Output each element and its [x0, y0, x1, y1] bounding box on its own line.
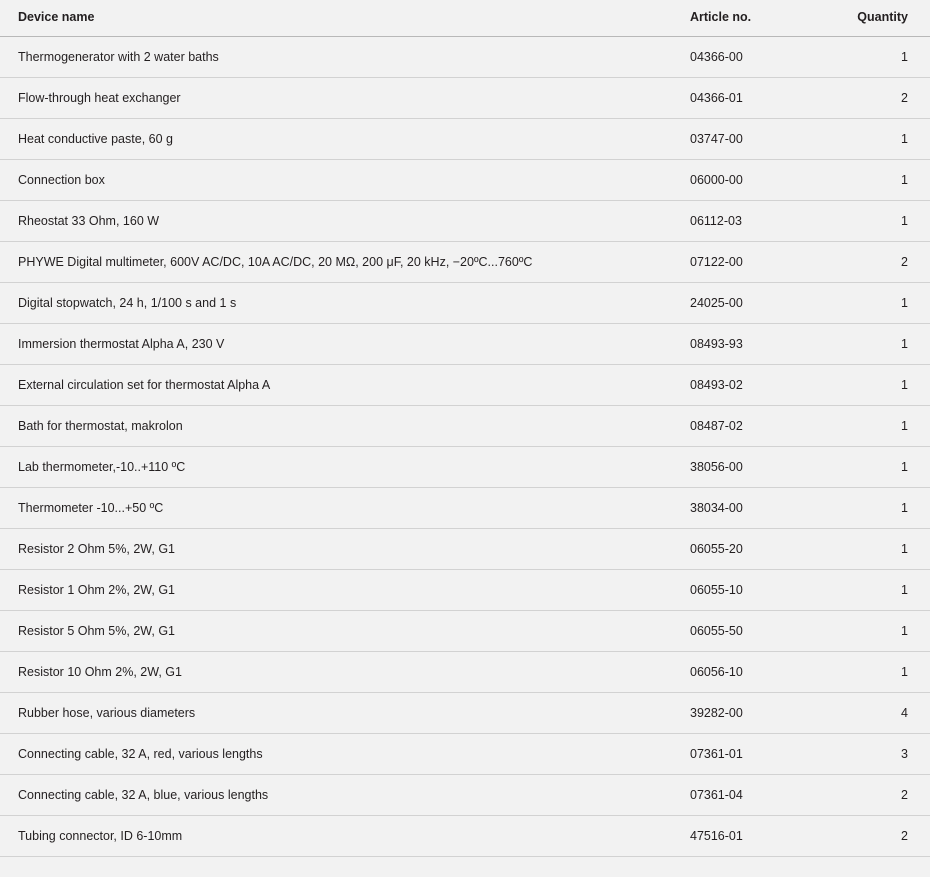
table-row: [0, 119, 930, 160]
cell-article-no: 06056-10: [690, 652, 830, 693]
table-body: [0, 37, 930, 857]
cell-article-no: 38034-00: [690, 488, 830, 529]
cell-device-name: Resistor 5 Ohm 5%, 2W, G1: [0, 611, 690, 652]
cell-quantity: 1: [830, 652, 930, 693]
cell-quantity: 1: [830, 529, 930, 570]
table-row: [0, 406, 930, 447]
cell-device-name: Resistor 1 Ohm 2%, 2W, G1: [0, 570, 690, 611]
cell-device-name: Connecting cable, 32 A, red, various lengths: [0, 734, 690, 775]
cell-quantity: 1: [830, 160, 930, 201]
cell-quantity: 1: [830, 37, 930, 78]
cell-quantity: 2: [830, 816, 930, 857]
cell-article-no: 39282-00: [690, 693, 830, 734]
cell-quantity: 1: [830, 324, 930, 365]
cell-device-name: Connecting cable, 32 A, blue, various lengths: [0, 775, 690, 816]
cell-device-name: PHYWE Digital multimeter, 600V AC/DC, 10A AC/DC, 20 MΩ, 200 μF, 20 kHz, −20ºC...760ºC: [0, 242, 690, 283]
cell-device-name: Rubber hose, various diameters: [0, 693, 690, 734]
cell-device-name: Resistor 2 Ohm 5%, 2W, G1: [0, 529, 690, 570]
cell-article-no: 24025-00: [690, 283, 830, 324]
cell-device-name: Lab thermometer,-10..+110 ºC: [0, 447, 690, 488]
cell-quantity: 1: [830, 406, 930, 447]
table-row: [0, 775, 930, 816]
cell-article-no: 08493-93: [690, 324, 830, 365]
table-row: [0, 652, 930, 693]
cell-device-name: Tubing connector, ID 6-10mm: [0, 816, 690, 857]
column-header-quantity: Quantity: [830, 0, 930, 37]
cell-quantity: 1: [830, 570, 930, 611]
table-row: [0, 365, 930, 406]
cell-quantity: 3: [830, 734, 930, 775]
cell-quantity: 1: [830, 447, 930, 488]
cell-quantity: 1: [830, 201, 930, 242]
cell-quantity: 2: [830, 775, 930, 816]
table-row: [0, 611, 930, 652]
cell-device-name: Flow-through heat exchanger: [0, 78, 690, 119]
cell-quantity: 1: [830, 283, 930, 324]
table-row: [0, 324, 930, 365]
cell-article-no: 06112-03: [690, 201, 830, 242]
cell-article-no: 07361-04: [690, 775, 830, 816]
table-row: [0, 242, 930, 283]
cell-article-no: 38056-00: [690, 447, 830, 488]
table-row: [0, 201, 930, 242]
cell-article-no: 06055-10: [690, 570, 830, 611]
cell-article-no: 06000-00: [690, 160, 830, 201]
cell-device-name: Immersion thermostat Alpha A, 230 V: [0, 324, 690, 365]
cell-device-name: External circulation set for thermostat Alpha A: [0, 365, 690, 406]
table-row: [0, 447, 930, 488]
table-row: [0, 570, 930, 611]
table-row: [0, 160, 930, 201]
table-row: [0, 529, 930, 570]
cell-article-no: 08493-02: [690, 365, 830, 406]
cell-quantity: 4: [830, 693, 930, 734]
cell-article-no: 47516-01: [690, 816, 830, 857]
cell-quantity: 2: [830, 242, 930, 283]
table-row: [0, 734, 930, 775]
cell-article-no: 03747-00: [690, 119, 830, 160]
cell-article-no: 08487-02: [690, 406, 830, 447]
cell-article-no: 04366-00: [690, 37, 830, 78]
cell-quantity: 1: [830, 119, 930, 160]
cell-device-name: Resistor 10 Ohm 2%, 2W, G1: [0, 652, 690, 693]
cell-article-no: 07361-01: [690, 734, 830, 775]
cell-device-name: Rheostat 33 Ohm, 160 W: [0, 201, 690, 242]
table-row: [0, 816, 930, 857]
table-row: [0, 693, 930, 734]
table-row: [0, 488, 930, 529]
cell-quantity: 1: [830, 365, 930, 406]
cell-device-name: Thermogenerator with 2 water baths: [0, 37, 690, 78]
column-header-article-no: Article no.: [690, 0, 830, 37]
cell-quantity: 1: [830, 611, 930, 652]
cell-device-name: Bath for thermostat, makrolon: [0, 406, 690, 447]
cell-article-no: 06055-20: [690, 529, 830, 570]
cell-quantity: 2: [830, 78, 930, 119]
table-row: [0, 283, 930, 324]
cell-quantity: 1: [830, 488, 930, 529]
cell-device-name: Heat conductive paste, 60 g: [0, 119, 690, 160]
table-row: [0, 37, 930, 78]
cell-article-no: 06055-50: [690, 611, 830, 652]
cell-device-name: Thermometer -10...+50 ºC: [0, 488, 690, 529]
cell-article-no: 04366-01: [690, 78, 830, 119]
table-header: [0, 0, 930, 37]
column-header-device-name: Device name: [0, 0, 690, 37]
cell-device-name: Digital stopwatch, 24 h, 1/100 s and 1 s: [0, 283, 690, 324]
table-row: [0, 78, 930, 119]
cell-article-no: 07122-00: [690, 242, 830, 283]
table-header-row: [0, 0, 930, 37]
cell-device-name: Connection box: [0, 160, 690, 201]
